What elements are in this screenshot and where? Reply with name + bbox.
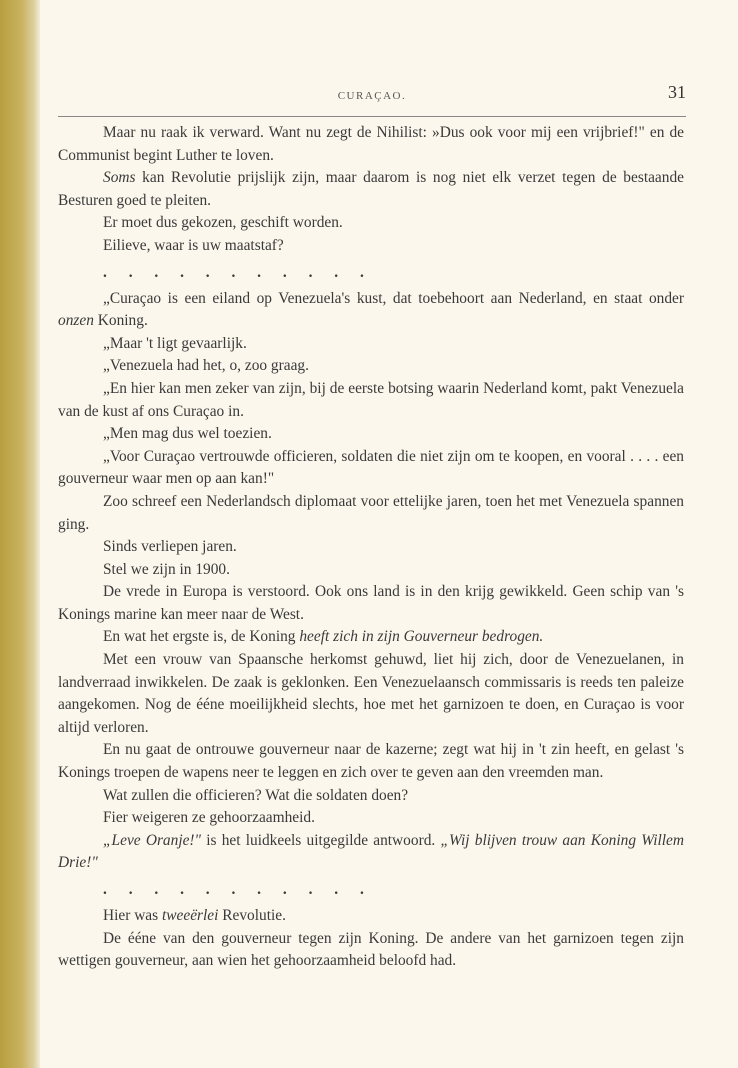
text-run: Met een vrouw van Spaansche herkomst gehuwd, liet hij zich, door de Venezuelanen, in landverraad inwikkelen. De zaak is geklonken. Een Venezuelaansch commissaris is reeds ten paleize aangekomen. Nog de ééne moeilijkheid slechts, hoe met het garnizoen te doen, en Curaçao is voor altijd verloren.	[58, 651, 684, 736]
text-run: De vrede in Europa is verstoord. Ook ons land is in den krijg gewikkeld. Geen schip van 's Konings marine kan meer naar de West.	[58, 583, 684, 623]
text-run: En wat het ergste is, de Koning	[103, 628, 300, 646]
text-run: . . . . . . . . . . .	[103, 263, 373, 281]
paragraph	[58, 785, 684, 808]
italic-text: heeft zich in zijn Gouverneur bedrogen.	[299, 628, 544, 646]
text-run: „Voor Curaçao vertrouwde officieren, soldaten die niet zijn om te koopen, en vooral . . . . een gouverneur waar men op aan kan!"	[58, 447, 684, 488]
paragraph	[58, 333, 684, 356]
italic-text: „Leve Oranje!"	[103, 831, 202, 849]
text-run: Er moet dus gekozen, geschift worden.	[103, 214, 343, 232]
italic-text: „Wij blijven trouw aan Koning Willem Drie!"	[58, 831, 684, 872]
paragraph	[58, 807, 684, 830]
page-number: 31	[668, 82, 686, 102]
text-run: . . . . . . . . . . .	[103, 881, 373, 898]
running-title: CURAÇAO.	[337, 90, 407, 102]
italic-text: Soms	[103, 169, 136, 187]
italic-text: onzen	[58, 312, 94, 330]
text-run: Maar nu raak ik verward. Want nu zegt de Nihilist: »Dus ook voor mij een vrijbrief!" en de Communist begint Luther te loven.	[58, 124, 684, 164]
text-run: Koning.	[93, 312, 148, 330]
text-run: „Men mag dus wel toezien.	[103, 425, 272, 443]
paragraph	[58, 235, 684, 258]
paragraph	[58, 378, 684, 423]
paragraph	[58, 559, 684, 582]
paragraph	[58, 626, 684, 649]
italic-text: tweeërlei	[161, 907, 219, 924]
text-run: kan Revolutie prijslijk zijn, maar daarom is nog niet elk verzet tegen de bestaande Besturen goed te pleiten.	[58, 169, 684, 209]
text-run: „En hier kan men zeker van zijn, bij de eerste botsing waarin Nederland komt, pakt Venezuela van de kust af ons Curaçao in.	[58, 379, 684, 420]
text-run: Wat zullen die officieren? Wat die soldaten doen?	[103, 786, 409, 804]
paragraph	[58, 491, 684, 536]
paragraph	[58, 355, 684, 378]
paragraph	[58, 446, 684, 491]
paragraph	[58, 649, 684, 739]
paragraph	[58, 122, 684, 167]
paragraph	[58, 423, 684, 446]
text-run: is het luidkeels uitgegilde antwoord.	[201, 831, 441, 849]
paragraph	[58, 830, 684, 875]
header-rule	[58, 116, 686, 117]
text-run: „Venezuela had het, o, zoo graag.	[103, 357, 309, 375]
section-separator	[58, 258, 684, 288]
page-gutter	[0, 0, 40, 1068]
text-run: De ééne van den gouverneur tegen zijn Koning. De andere van het garnizoen tegen zijn wettigen gouverneur, aan wien het gehoorzaamheid beloofd had.	[58, 929, 684, 970]
paragraph	[58, 167, 684, 212]
text-run: Revolutie.	[218, 907, 286, 924]
text-run: Hier was	[103, 907, 162, 924]
text-run: Sinds verliepen jaren.	[103, 538, 237, 556]
paragraph	[58, 288, 684, 333]
paragraph	[58, 739, 684, 784]
paragraph	[58, 928, 684, 973]
text-run: En nu gaat de ontrouwe gouverneur naar de kazerne; zegt wat hij in 't zin heeft, en gelast 's Konings troepen de wapens neer te leggen en zich over te geven aan den vreemden man.	[58, 741, 684, 782]
paragraph	[58, 581, 684, 626]
text-run: „Maar 't ligt gevaarlijk.	[103, 334, 247, 352]
paragraph	[58, 212, 684, 235]
page-header	[58, 82, 686, 112]
text-run: „Curaçao is een eiland op Venezuela's kust, dat toebehoort aan Nederland, en staat onder	[103, 289, 684, 307]
body-text	[58, 122, 684, 973]
text-run: Fier weigeren ze gehoorzaamheid.	[103, 809, 315, 827]
text-run: Zoo schreef een Nederlandsch diplomaat voor ettelijke jaren, toen het met Venezuela spannen ging.	[58, 492, 684, 533]
section-separator	[58, 875, 684, 905]
paragraph	[58, 536, 684, 559]
text-run: Eilieve, waar is uw maatstaf?	[103, 236, 284, 254]
text-run: Stel we zijn in 1900.	[103, 560, 230, 578]
paragraph	[58, 905, 684, 928]
